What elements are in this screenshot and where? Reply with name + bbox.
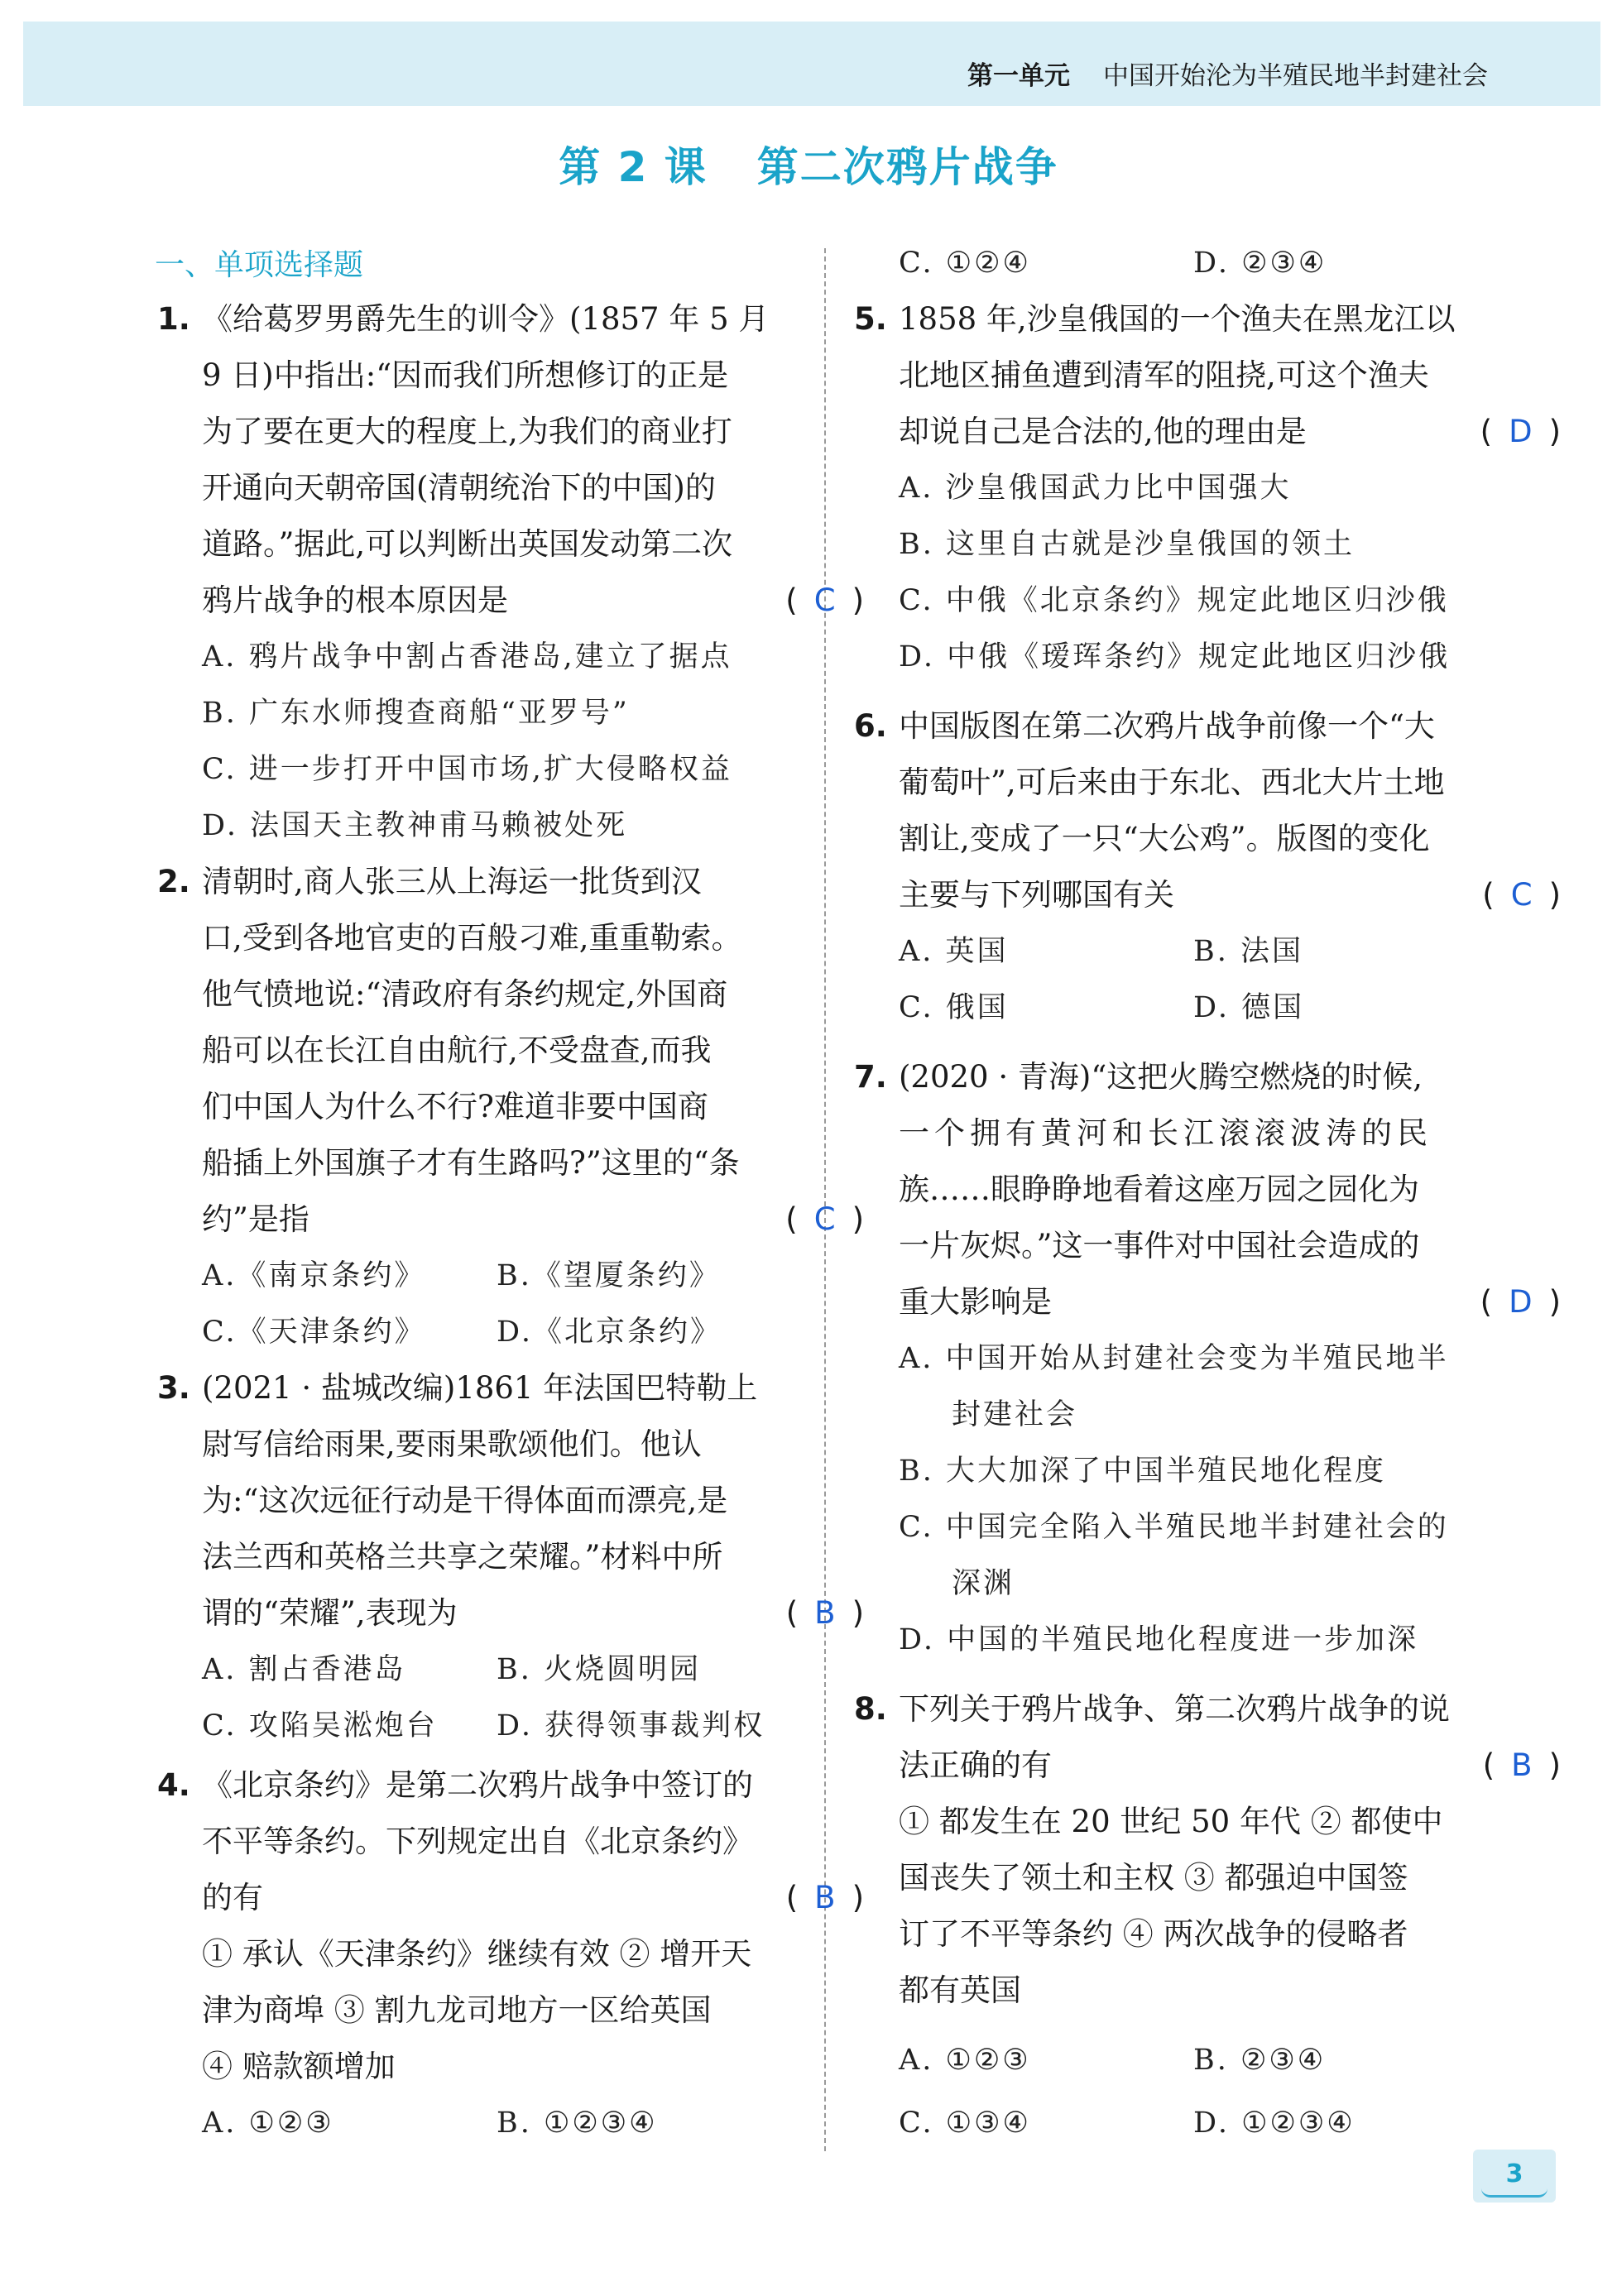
option-c: C. 俄国 [899,991,1009,1024]
question-line: (2020 · 青海)“这把火腾空燃烧的时候, [899,1059,1423,1095]
option-b: B. 广东水师搜查商船“亚罗号” [202,697,630,730]
question-line: 为:“这次远征行动是干得体面而漂亮,是 [202,1483,728,1518]
question-line: 口,受到各地官吏的百般刁难,重重勒索。 [202,920,742,956]
question-line: 9 日)中指出:“因而我们所想修订的正是 [202,357,729,393]
question-line: 道路。”据此,可以判断出英国发动第二次 [202,526,733,562]
question-line [202,574,864,627]
answer-bracket: ( D ) [1480,1284,1561,1320]
option-a: A. 沙皇俄国武力比中国强大 [899,472,1292,505]
option-b: B. 大大加深了中国半殖民地化程度 [899,1455,1386,1488]
option-d: D. ①②③④ [1193,2107,1355,2140]
question-line: 1858 年,沙皇俄国的一个渔夫在黑龙江以 [899,301,1456,337]
option-d: D. 获得领事裁判权 [497,1709,765,1742]
running-header [967,55,1488,92]
answer-letter: C [813,1201,836,1237]
question-stem-end: 鸦片战争的根本原因是 [202,582,508,618]
question-number: 8. [854,1691,887,1727]
question-line: 们中国人为什么不行?难道非要中国商 [202,1089,708,1124]
answer-letter: B [814,1880,836,1915]
question-number: 7. [854,1059,887,1095]
question-stem-end: 约”是指 [202,1201,309,1237]
option-a: A.《南京条约》 [202,1259,426,1292]
answer-letter: B [1511,1747,1533,1783]
question-line: 国丧失了领土和主权 ③ 都强迫中国签 [899,1860,1408,1896]
option-b: B. 火烧圆明园 [497,1653,701,1686]
option-a: A. ①②③ [899,2044,1031,2077]
lesson-number: 第 2 课 [559,143,708,191]
answer-bracket: ( C ) [785,1201,864,1237]
question-line: 族……眼睁睁地看着这座万园之园化为 [899,1172,1419,1207]
question-line: 一片灰烬。”这一事件对中国社会造成的 [899,1228,1420,1263]
question-line: ④ 赔款额增加 [202,2049,396,2084]
option-c: C. 攻陷吴淞炮台 [202,1709,438,1742]
option-c: C. 中俄《北京条约》规定此地区归沙俄 [899,584,1449,617]
question-line: 尉写信给雨果,要雨果歌颂他们。他认 [202,1426,702,1462]
question-line [899,869,1561,922]
question-number: 4. [157,1767,190,1803]
answer-letter: B [814,1595,836,1631]
question-line: 都有英国 [899,1972,1021,2008]
question-line: 中国版图在第二次鸦片战争前像一个“大 [899,708,1435,744]
question-line: 割让,变成了一只“大公鸡”。版图的变化 [899,821,1430,856]
answer-letter: C [1510,877,1533,913]
option-d: D. 法国天主教神甫马赖被处死 [202,809,628,842]
question-line: 《给葛罗男爵先生的训令》(1857 年 5 月 [202,301,770,337]
option-b: B.《望厦条约》 [497,1259,721,1292]
option-a: A. 中国开始从封建社会变为半殖民地半 [899,1342,1449,1375]
answer-bracket: ( C ) [1482,877,1561,913]
answer-bracket: ( B ) [785,1880,864,1915]
unit-title: 中国开始沦为半殖民地半封建社会 [1103,61,1488,91]
option-a: A. 割占香港岛 [202,1653,406,1686]
option-c: C. 进一步打开中国市场,扩大侵略权益 [202,753,732,786]
question-stem-end: 重大影响是 [899,1284,1052,1320]
option-d: D. 德国 [1193,991,1305,1024]
question-number: 6. [854,708,887,744]
option-d: D. ②③④ [1193,247,1327,280]
answer-bracket: ( B ) [1482,1747,1561,1783]
question-number: 2. [157,864,190,899]
option-a: A. 英国 [899,935,1009,968]
option-c-continued: 深渊 [952,1567,1015,1600]
question-stem-end: 主要与下列哪国有关 [899,877,1174,913]
option-b: B. ②③④ [1193,2044,1327,2077]
option-b: B. ①②③④ [497,2107,658,2140]
question-line [899,1739,1561,1792]
answer-letter: D [1509,1284,1533,1320]
page-number: 3 [1505,2159,1523,2188]
question-stem-end: 的有 [202,1880,263,1915]
option-c: C.《天津条约》 [202,1316,426,1349]
question-number: 3. [157,1370,190,1406]
lesson-title [0,134,1617,194]
question-stem-end: 谓的“荣耀”,表现为 [202,1595,458,1631]
option-c: C. ①③④ [899,2107,1031,2140]
open-book-icon [1481,2188,1547,2198]
question-line: 葡萄叶”,可后来由于东北、西北大片土地 [899,765,1445,800]
answer-bracket: ( D ) [1480,414,1561,449]
question-line: 船插上外国旗子才有生路吗?”这里的“条 [202,1145,740,1181]
question-stem-end: 却说自己是合法的,他的理由是 [899,414,1307,449]
question-line: 《北京条约》是第二次鸦片战争中签订的 [202,1767,753,1803]
lesson-name: 第二次鸦片战争 [756,143,1058,191]
option-b: B. 法国 [1193,935,1303,968]
question-line: 下列关于鸦片战争、第二次鸦片战争的说 [899,1691,1450,1727]
question-line: 清朝时,商人张三从上海运一批货到汉 [202,864,702,899]
question-line [202,1587,864,1640]
question-line: (2021 · 盐城改编)1861 年法国巴特勒上 [202,1370,758,1406]
question-line: 一个拥有黄河和长江滚滚波涛的民 [899,1115,1432,1151]
option-c: C. 中国完全陷入半殖民地半封建社会的 [899,1511,1449,1544]
option-c: C. ①②④ [899,247,1031,280]
question-line: 北地区捕鱼遭到清军的阻挠,可这个渔夫 [899,357,1429,393]
question-line: 为了要在更大的程度上,为我们的商业打 [202,414,732,449]
question-number: 1. [157,301,190,337]
question-line: ① 都发生在 20 世纪 50 年代 ② 都使中 [899,1804,1443,1839]
question-line: 订了不平等条约 ④ 两次战争的侵略者 [899,1916,1408,1952]
question-stem-end: 法正确的有 [899,1747,1052,1783]
question-line: 津为商埠 ③ 割九龙司地方一区给英国 [202,1992,712,2028]
question-line: 法兰西和英格兰共享之荣耀。”材料中所 [202,1539,723,1575]
question-line [202,1872,864,1925]
question-line [899,1276,1561,1329]
question-number: 5. [854,301,887,337]
option-d: D.《北京条约》 [497,1316,722,1349]
unit-label: 第一单元 [967,61,1070,91]
option-d: D. 中国的半殖民地化程度进一步加深 [899,1623,1419,1656]
question-line [202,1193,864,1246]
answer-bracket: ( C ) [785,582,864,618]
option-a: A. 鸦片战争中割占香港岛,建立了据点 [202,640,732,673]
section-title: 一、单项选择题 [155,248,364,282]
answer-letter: C [813,582,836,618]
answer-letter: D [1509,414,1533,449]
option-a: A. ①②③ [202,2107,334,2140]
question-line [899,405,1561,458]
option-d: D. 中俄《瑷珲条约》规定此地区归沙俄 [899,640,1451,673]
option-a-continued: 封建社会 [952,1398,1078,1431]
answer-bracket: ( B ) [785,1595,864,1631]
option-b: B. 这里自古就是沙皇俄国的领土 [899,528,1355,561]
question-line: 开通向天朝帝国(清朝统治下的中国)的 [202,470,716,506]
question-line: 船可以在长江自由航行,不受盘查,而我 [202,1033,712,1068]
question-line: 他气愤地说:“清政府有条约规定,外国商 [202,976,728,1012]
page-number-badge [1473,2150,1556,2203]
question-line: ① 承认《天津条约》继续有效 ② 增开天 [202,1936,752,1972]
question-line: 不平等条约。下列规定出自《北京条约》 [202,1824,753,1859]
